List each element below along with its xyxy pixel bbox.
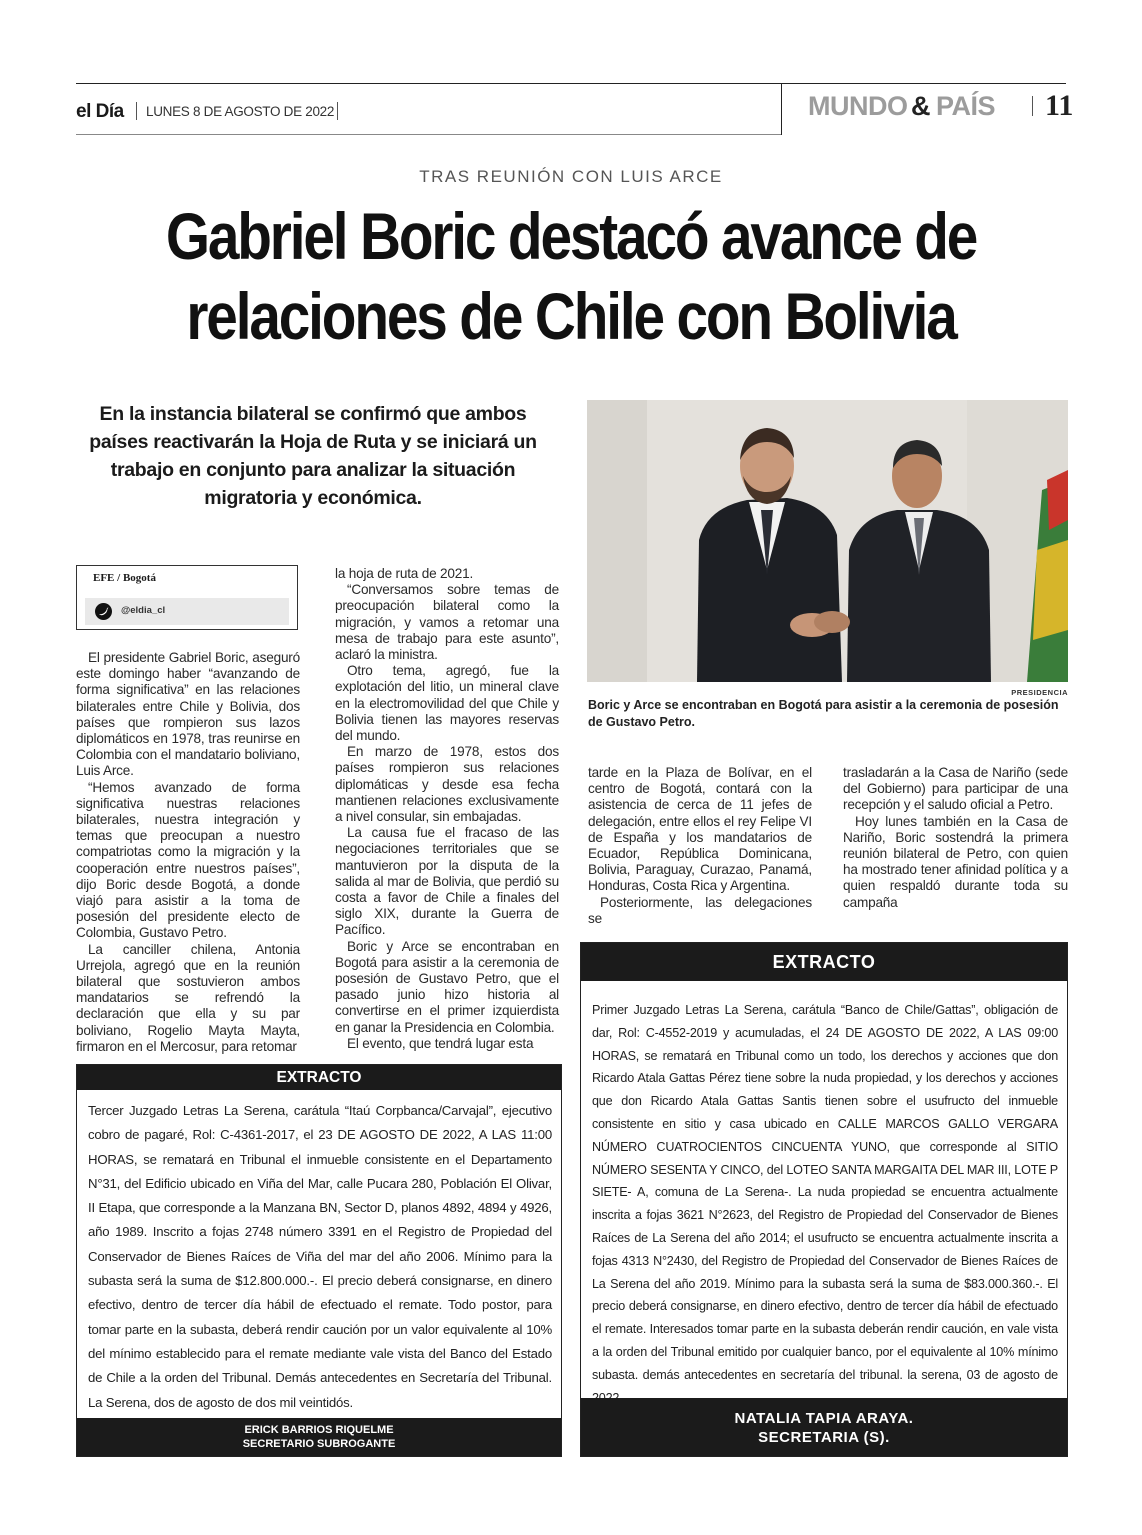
paragraph: En marzo de 1978, estos dos países rompieron sus relaciones diplomáticas y desde esa fecha mantienen relaciones exclusivamente a nivel consular, sin embajadas. — [335, 744, 559, 825]
legal-notice-title: EXTRACTO — [77, 1065, 561, 1090]
article-kicker: TRAS REUNIÓN CON LUIS ARCE — [419, 167, 723, 186]
masthead-bottom-rule — [76, 134, 782, 135]
paragraph: la hoja de ruta de 2021. — [335, 566, 474, 581]
masthead-separator — [337, 102, 338, 120]
twitter-icon — [95, 603, 112, 620]
article-headline — [132, 196, 1011, 356]
paragraph: Hoy lunes también en la Casa de Nariño, Boric sostendrá la primera reunión bilateral de Petro, con quien ha mostrado tener afinidad política y a quien respaldó durante toda su campaña — [843, 813, 1068, 910]
paragraph: La canciller chilena, Antonia Urrejola, agregó que en la reunión bilateral que sostuvieron ambos mandatarios se refrendó la declaración que ella y su par boliviano, Rogelio Mayta Mayta, firmaron en el Mercosur, para retomar — [76, 941, 300, 1054]
twitter-bird-glyph — [95, 603, 112, 620]
byline-source: EFE / Bogotá — [93, 572, 156, 584]
article-lede: En la instancia bilateral se confirmó que ambos países reactivarán la Hoja de Ruta y se iniciará un trabajo en conjunto para analizar la situación migratoria y económica. — [89, 403, 537, 509]
legal-notice-signature — [77, 1418, 561, 1456]
byline-social-bar — [85, 598, 289, 625]
legal-notice-text: Tercer Juzgado Letras La Serena, carátula “Itaú Corpbanca/Carvajal”, ejecutivo cobro de pagaré, Rol: C-4361-2017, el 23 DE AGOSTO DE 2022, A LAS 11:00 HORAS, se rematará en Tribunal el inmueble consistente en el Departamento N°31, del Edificio ubicado en Viña del Mar, calle Pucara 280, Población El Olivar, II Etapa, que corresponde a la Manzana BN, Sector D, planos 4892, 4894 y 4926, año 1989. Inscrito a fojas 2748 número 3391 en el Registro de Propiedad del Conservador de Bienes Raíces de Viña del mar del año 2006. Mínimo para la subasta será la suma de $12.800.000.-. El precio deberá consignarse, en dinero efectivo, dentro de tercer día hábil de efectuado el remate. Todo postor, para tomar parte en la subasta, deberá rendir caución por un valor equivalente al 10% del mínimo establecido para el remate mediante vale vista del Banco del Estado de Chile a la orden del Tribunal. Demás antecedentes en Secretaría del Tribunal. La Serena, dos de agosto de dos mil veintidós. — [88, 1103, 552, 1410]
masthead-top-rule — [76, 83, 1066, 84]
paragraph: Boric y Arce se encontraban en Bogotá para asistir a la ceremonia de posesión de Gustavo Petro, que el pasado junio hizo historia al convertirse en el primer izquierdista en ganar la Presidencia en Colombia. — [335, 938, 559, 1035]
section-name-mundo: MUNDO — [808, 91, 908, 121]
article-column-2 — [335, 566, 559, 1052]
signer-title: SECRETARIA (S). — [758, 1429, 890, 1446]
masthead-divider — [781, 83, 782, 135]
paragraph: Otro tema, agregó, fue la explotación del litio, un mineral clave en la electromovilidad del que Chile y Bolivia tienen las mayores reservas del mundo. — [335, 663, 559, 744]
signer-title: SECRETARIO SUBROGANTE — [242, 1438, 396, 1450]
section-name-pais: PAÍS — [936, 91, 996, 121]
paragraph: tarde en la Plaza de Bolívar, en el centro de Bogotá, contará con la asistencia de cerca de 11 jefes de delegación, entre ellos el rey Felipe VI de España y los mandatarios de Ecuador, República Dominicana, Bolivia, Paraguay, Curazao, Panamá, Honduras, Costa Rica y Argentina. — [588, 765, 812, 894]
legal-notice-title: EXTRACTO — [581, 943, 1067, 981]
article-column-3 — [588, 765, 812, 927]
page-number: 11 — [1045, 89, 1074, 122]
signer-name: NATALIA TAPIA ARAYA. — [734, 1410, 914, 1427]
article-photo — [587, 400, 1068, 682]
byline-box — [76, 565, 298, 630]
paragraph: “Hemos avanzado de forma significativa nuestras relaciones bilaterales, nuestra integración y temas que preocupan a nuestro compatriotas como la migración y la cooperación entre nuestros países”, dijo Boric desde Bogotá, a donde viajó para asistir a la toma de posesión del presidente electo de Colombia, Gustavo Petro. — [76, 779, 300, 941]
legal-notice-2 — [580, 942, 1068, 1457]
photo-illustration — [587, 400, 1068, 682]
paragraph: trasladarán a la Casa de Nariño (sede del Gobierno) para participar de una recepción y el saludo oficial a Petro. — [843, 765, 1068, 813]
publication-date: LUNES 8 DE AGOSTO DE 2022 — [146, 104, 335, 119]
photo-caption: Boric y Arce se encontraban en Bogotá para asistir a la ceremonia de posesión de Gustavo Petro. — [588, 698, 1059, 729]
section-ampersand: & — [911, 91, 930, 121]
legal-notice-signature — [581, 1398, 1067, 1456]
page-number-separator — [1032, 96, 1033, 116]
article-column-4 — [843, 765, 1068, 911]
paragraph: “Conversamos sobre temas de preocupación bilateral como la migración, y vamos a retomar una mesa de trabajo para este asunto”, aclaró la ministra. — [335, 582, 559, 663]
paragraph: El presidente Gabriel Boric, aseguró este domingo haber “avanzando de forma significativa” en las relaciones bilaterales entre Chile y Bolivia, dos países que rompieron sus lazos diplomáticos en 1978, tras reunirse en Colombia con el mandatario boliviano, Luis Arce. — [76, 650, 300, 779]
paragraph: La causa fue el fracaso de las negociaciones territoriales que se mantuvieron por la disputa de la salida al mar de Bolivia, que perdió su costa a favor de Chile a finales del siglo XIX, durante la Guerra de Pacífico. — [335, 825, 559, 938]
article-column-1 — [76, 650, 300, 1055]
paragraph: Posteriormente, las delegaciones se — [588, 894, 812, 926]
signer-name: ERICK BARRIOS RIQUELME — [244, 1424, 394, 1436]
paper-logo: el Día — [76, 101, 124, 122]
paragraph: El evento, que tendrá lugar esta — [347, 1035, 534, 1051]
twitter-handle: @eldia_cl — [121, 605, 166, 616]
legal-notice-1 — [76, 1064, 562, 1457]
legal-notice-text: Primer Juzgado Letras La Serena, carátula “Banco de Chile/Gattas”, obligación de dar, Rol: C-4552-2019 y acumuladas, el 24 DE AGOSTO DE 2022, A LAS 09:00 HORAS, se rematará en Tribunal como un todo, los derechos y acciones que don Ricardo Atala Gattas Pérez tiene sobre la nuda propiedad, y los derechos y acciones que don Ricardo Atala Gattas Santis tienen sobre el usufructo del inmueble consistente en sitio y casa ubicado en CALLE MARCOS GALLO VERGARA NÚMERO CUATROCIENTOS CINCUENTA YUNO, que corresponde al SITIO NÚMERO SESENTA Y CINCO, del LOTEO SANTA MARGAITA DEL MAR III, LOTE P SIETE- A, comuna de La Serena-. La nuda propiedad se encuentra actualmente inscrita a fojas 3621 N°2623, del Registro de Propiedad del Conservador de Bienes Raíces de La Serena del año 2014; el usufructo se encuentra actualmente inscrita a fojas 4313 N°2430, del Registro de Propiedad del Conservador de Bienes Raíces de La Serena del año 2019. Mínimo para la subasta será la suma de $83.000.360.-. El precio deberá consignarse, en dinero efectivo, dentro de tercer día hábil de efectuado el remate. Interesados tomar parte en la subasta deberán rendir caución, en vale vista a la orden del Tribunal emitido por cualquier banco, por el equivalente al 10% mínimo subasta. demás antecedentes en secretaría del tribunal. la serena, 03 de agosto de — [592, 1003, 1058, 1382]
headline-line-1: Gabriel Boric destacó avance de — [165, 199, 977, 273]
headline-line-2: relaciones de Chile con Bolivia — [186, 279, 956, 353]
masthead-separator — [136, 102, 137, 120]
photo-credit: PRESIDENCIA — [1011, 688, 1068, 697]
